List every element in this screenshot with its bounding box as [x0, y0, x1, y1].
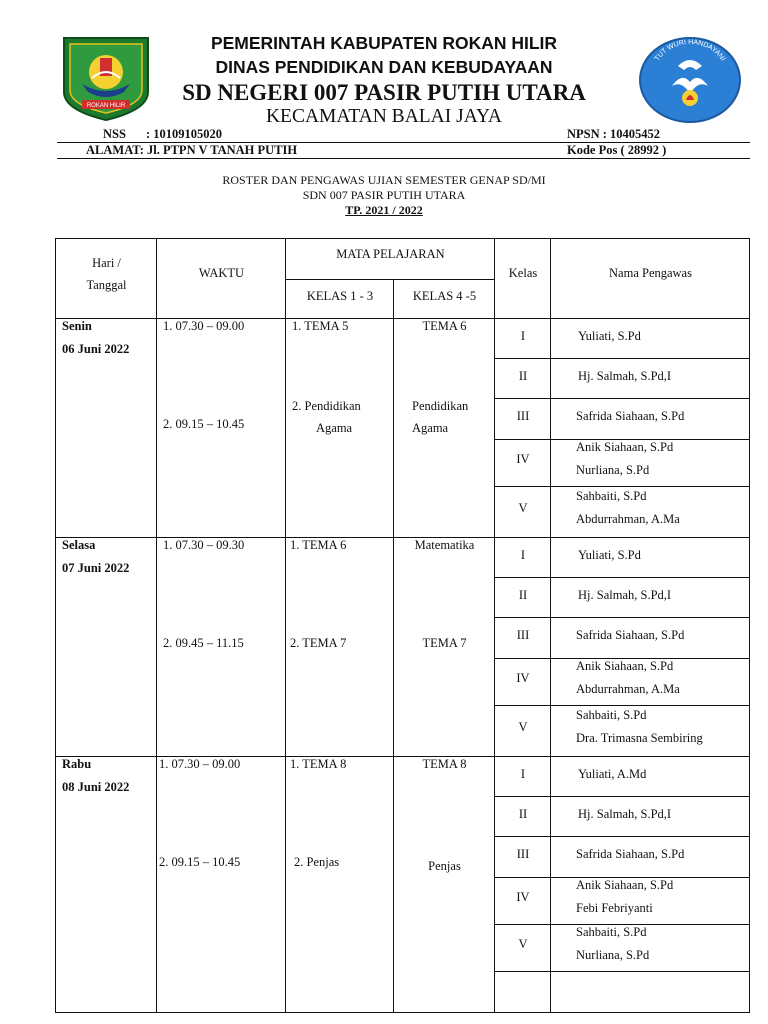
school-name: SD NEGERI 007 PASIR PUTIH UTARA — [182, 80, 586, 105]
pengawas-cell: Anik Siahaan, S.Pd Nurliana, S.Pd — [551, 440, 750, 487]
pengawas-cell: Safrida Siahaan, S.Pd — [551, 399, 750, 440]
header-waktu: WAKTU — [157, 239, 286, 319]
kelas-cell: III — [495, 837, 551, 878]
waktu-cell: 1. 07.30 – 09.00 2. 09.15 – 10.45 — [157, 319, 286, 538]
district-name: KECAMATAN BALAI JAYA — [265, 106, 503, 127]
pengawas-cell: Yuliati, A.Md — [551, 757, 750, 797]
day-cell: Senin 06 Juni 2022 — [56, 319, 157, 538]
kelas-cell: V — [495, 487, 551, 538]
header-hari: Hari / Tanggal — [56, 239, 157, 319]
roster-table — [55, 238, 750, 1013]
pengawas-cell: Anik Siahaan, S.Pd Febi Febriyanti — [551, 878, 750, 925]
header-kelas-4-5: KELAS 4 -5 — [394, 280, 495, 319]
mapel-4-5-cell: Matematika TEMA 7 — [394, 538, 495, 757]
mapel-4-5-cell: TEMA 8 Penjas — [394, 757, 495, 1013]
pengawas-cell: Yuliati, S.Pd — [551, 319, 750, 359]
mapel-1-3-cell: 1. TEMA 6 2. TEMA 7 — [286, 538, 394, 757]
kelas-cell: II — [495, 797, 551, 837]
header-pengawas: Nama Pengawas — [551, 239, 750, 319]
kelas-cell: IV — [495, 440, 551, 487]
pengawas-cell-empty — [551, 972, 750, 1013]
npsn: NPSN : 10405452 — [567, 127, 661, 141]
doc-title: ROSTER DAN PENGAWAS UJIAN SEMESTER GENAP SD/MI — [222, 173, 546, 187]
pengawas-cell: Hj. Salmah, S.Pd,I — [551, 578, 750, 618]
kelas-cell: II — [495, 359, 551, 399]
kelas-cell: V — [495, 925, 551, 972]
doc-subtitle: SDN 007 PASIR PUTIH UTARA — [302, 188, 466, 202]
waktu-cell: 1. 07.30 – 09.00 2. 09.15 – 10.45 — [157, 757, 286, 1013]
department-name: DINAS PENDIDIKAN DAN KEBUDAYAAN — [215, 57, 553, 77]
day-cell: Selasa 07 Juni 2022 — [56, 538, 157, 757]
day-cell: Rabu 08 Juni 2022 — [56, 757, 157, 1013]
header-kelas-1-3: KELAS 1 - 3 — [286, 280, 394, 319]
pengawas-cell: Sahbaiti, S.Pd Abdurrahman, A.Ma — [551, 487, 750, 538]
postal-code: Kode Pos ( 28992 ) — [567, 143, 667, 157]
kelas-cell-empty — [495, 972, 551, 1013]
svg-text:ROKAN HILIR: ROKAN HILIR — [86, 103, 126, 109]
mapel-1-3-cell: 1. TEMA 8 2. Penjas — [286, 757, 394, 1013]
nss-value: : 10109105020 — [146, 127, 223, 141]
mapel-4-5-cell: TEMA 6 Pendidikan Agama — [394, 319, 495, 538]
kelas-cell: III — [495, 399, 551, 440]
header-kelas: Kelas — [495, 239, 551, 319]
svg-text:TUT WURI HANDAYANI: TUT WURI HANDAYANI — [653, 38, 727, 63]
header-divider-bottom — [57, 158, 750, 159]
kelas-cell: I — [495, 757, 551, 797]
kelas-cell: II — [495, 578, 551, 618]
kelas-cell: IV — [495, 878, 551, 925]
nss-label: NSS — [103, 127, 126, 141]
pengawas-cell: Hj. Salmah, S.Pd,I — [551, 797, 750, 837]
mapel-1-3-cell: 1. TEMA 5 2. Pendidikan Agama — [286, 319, 394, 538]
government-name: PEMERINTAH KABUPATEN ROKAN HILIR — [210, 33, 558, 53]
kelas-cell: III — [495, 618, 551, 659]
pengawas-cell: Sahbaiti, S.Pd Nurliana, S.Pd — [551, 925, 750, 972]
address: ALAMAT: Jl. PTPN V TANAH PUTIH — [86, 143, 298, 157]
pengawas-cell: Hj. Salmah, S.Pd,I — [551, 359, 750, 399]
kelas-cell: I — [495, 319, 551, 359]
pengawas-cell: Sahbaiti, S.Pd Dra. Trimasna Sembiring — [551, 706, 750, 757]
pengawas-cell: Yuliati, S.Pd — [551, 538, 750, 578]
pengawas-cell: Safrida Siahaan, S.Pd — [551, 837, 750, 878]
kelas-cell: V — [495, 706, 551, 757]
kelas-cell: IV — [495, 659, 551, 706]
school-year: TP. 2021 / 2022 — [345, 203, 423, 217]
waktu-cell: 1. 07.30 – 09.30 2. 09.45 – 11.15 — [157, 538, 286, 757]
header-mapel: MATA PELAJARAN — [286, 239, 495, 280]
pengawas-cell: Anik Siahaan, S.Pd Abdurrahman, A.Ma — [551, 659, 750, 706]
kelas-cell: I — [495, 538, 551, 578]
pengawas-cell: Safrida Siahaan, S.Pd — [551, 618, 750, 659]
